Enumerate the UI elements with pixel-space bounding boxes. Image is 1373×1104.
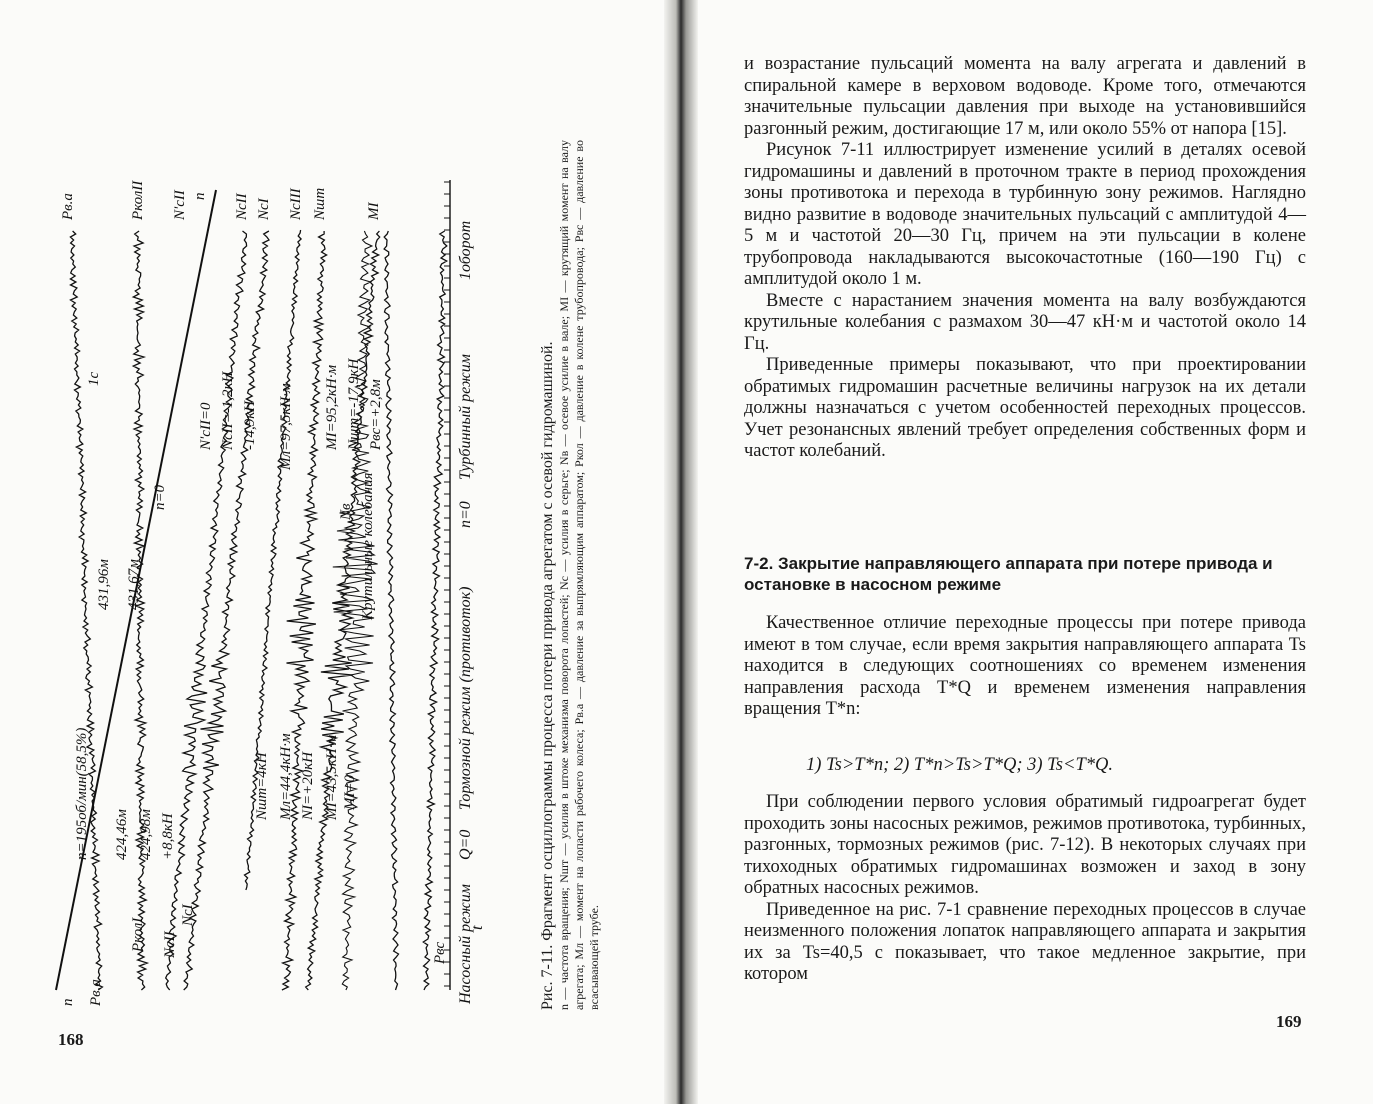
paragraph-7: Приведенное на рис. 7-1 сравнение переходных процессов в случае неизменного положения лопаток направляющего аппарата и закрытия их за Ts=40,5 с показывает, что такое медленное закрытие, при котором [744,899,1306,984]
axis-q-zero: Q=0 [457,829,474,860]
annot-kol-i-2: 424,98м [138,809,154,860]
label-pkol-ii: PколII [130,180,146,220]
section-heading: 7-2. Закрытие направляющего аппарата при потере привода и остановке в насосном режиме [744,554,1273,594]
annot-n-zero: n=0 [152,484,168,510]
annot-plus-88: +8,8кН [160,813,176,860]
paragraph-1: и возрастание пульсаций момента на валу агрегата и давлений в спиральной камере в верховом водоводе. Кроме того, отмечаются значительные пульсации давления при выходе на установившийся разгонный режим, достигающие 17 м, или около 55% от напора [15]. [744,54,1306,139]
caption-title: Рис. 7-11. Фрагмент осциллограммы процесса потери привода агрегатом с осевой гидромашиной. [539,341,556,1010]
annot-nsii-prime-zero: N'сII=0 [198,402,214,450]
label-nsi-end: NсI [256,198,272,220]
axis-t: t [469,925,486,930]
right-text-block-3 [744,792,1306,986]
label-pvs: Pвс [432,941,448,964]
axis-brake-mode: Тормозной режим (противоток) [457,586,474,810]
annot-pvs: Pвс=+2,8м [368,379,384,450]
annot-speed-start: n=195об/мин(58,5%) [74,727,90,860]
right-page-number: 169 [1276,1012,1302,1031]
annot-ml-975: Mл=97,5кН·м [278,383,294,470]
label-nsii-prime: N'сII [172,190,188,220]
annot-torsional: Крутильные колебания [360,472,376,620]
caption-legend: n — частота вращения; Nшт — усилия в штоке механизма поворота лопастей; Nс — усилия в серьге; Nв — осевое усилие в вале; MI — крутящий момент на валу агрегата; Mл — момент на лопасти рабочего колеса; Pв.а — давление за выпрямляющим аппаратом; Pкол — давление в колене трубопровода; Pвс — давление во всасывающей трубе. [557,140,601,1010]
annot-kol-ii-2: 431,67м [126,559,142,610]
label-pva-top: Pв.а [60,193,76,220]
annot-nsii-minus-12: NсII=-1,2кН [220,371,236,450]
paragraph-6: При соблюдении первого условия обратимый гидроагрегат будет проходить зоны насосных режимов, режимов противотока, турбинных, разгонных, тормозных режимов (рис. 7-12). В некоторых случаях при тихоходных обратимых гидромашинах возможен и заход в зону обратных насосных режимов. [744,792,1306,898]
formula-conditions: 1) Ts>T*n; 2) T*n>Ts>T*Q; 3) Ts<T*Q. [806,755,1113,775]
axis-one-rev: 1оборот [457,220,474,280]
label-n-start: n [60,998,76,1006]
label-nsii-end: NсII [234,193,250,220]
oscillogram-traces [56,180,450,990]
figure-7-11 [46,140,606,1010]
annot-ni-plus-20: NI=+20кН [300,751,316,820]
book-gutter [664,0,698,1104]
annot-kol-i-1: 424,46м [114,809,130,860]
label-pkol-i: PколI [130,917,146,952]
axis-n-zero: n=0 [457,501,474,528]
figure-caption [538,140,602,1010]
annot-mi-952: MI=95,2кН·м [324,364,340,450]
oscillogram [46,140,486,1010]
label-n-end: n [192,192,208,200]
paragraph-2: Рисунок 7-11 иллюстрирует изменение усилий в деталях осевой гидромашины и давлений в проточном тракте в период прохождения зоны противотока и перехода в турбинную зону режимов. Наглядно видно развитие в водоводе значительных пульсаций с амплитудой 4—5 м и частотой 20—30 Гц, причем на эти пульсации в колене трубопровода накладываются высокочастотные (160—190 Гц) с амплитудой около 1 м. [744,140,1306,289]
label-nsiii: NсIII [288,188,304,220]
annot-kol-ii-1: 431,96м [96,559,112,610]
paragraph-4: Приведенные примеры показывают, что при проектировании обратимых гидромашин расчетные величины нагрузок на их детали должны назначаться с учетом особенностей переходных процессов. Учет резонансных явлений требует определения собственных форм и частот колебаний. [744,355,1306,461]
annot-nsht-4: Nшт=4кН [254,752,270,820]
annot-time-1s: 1с [86,371,102,386]
label-nv: Nв [338,503,354,520]
annot-mi-435: MI=43,5кН·м [324,734,340,820]
label-nsht-end: Nшт [312,187,328,220]
annot-nsht-minus-179: Nшт=-17,9кН [346,358,362,450]
annot-ml-444: Mл=44,4кН·м [278,733,294,820]
axis-pump-mode: Насосный режим [457,884,474,1004]
label-mi-end: MI [366,202,382,220]
right-text-block-1 [744,54,1306,463]
label-nsi-start: NсI [180,904,196,926]
left-page-number: 168 [58,1030,84,1049]
annot-minus-149: -14,9кН [242,400,258,450]
label-pva-start: Pв.а [88,979,104,1006]
axis-turbine-mode: Турбинный режим [457,354,474,480]
paragraph-3: Вместе с нарастанием значения момента на валу возбуждаются крутильные колебания с размахом 30—47 кН·м и частотой около 14 Гц. [744,290,1306,354]
annot-mi-zero: MI=0 [342,774,358,810]
paragraph-5: Качественное отличие переходные процессы при потере привода имеют в том случае, если время закрытия направляющего аппарата Ts находится в следующих соотношениях со временем изменения направления расхода T*Q и временем изменения направления вращения T*n: [744,613,1306,719]
label-nsii-start: NсII [162,931,178,958]
right-text-block-2 [744,613,1306,721]
